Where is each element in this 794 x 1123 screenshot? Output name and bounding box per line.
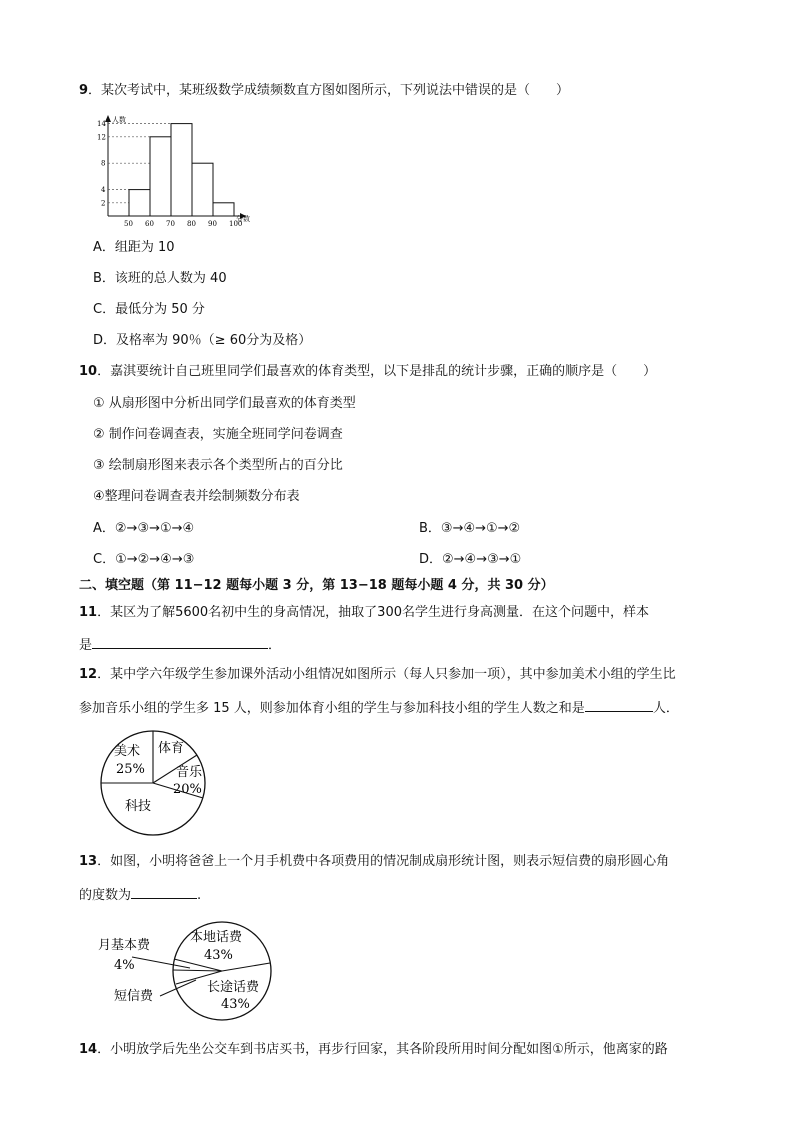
hist-bar (150, 137, 171, 216)
hist-y-tick: 2 (101, 199, 106, 208)
hist-x-tick: 80 (187, 220, 196, 228)
pie13-label-base: 月基本费 (98, 938, 151, 953)
q14-text: ．小明放学后先坐公交车到书店买书，再步行回家，其各阶段所用时间分配如图①所示，他离家的路 (97, 1042, 668, 1057)
q11-prefix: 是 (79, 638, 93, 653)
hist-y-label: 人数 (112, 116, 126, 124)
hist-bar (171, 124, 192, 216)
q10-option-a[interactable]: A．②→③→①→④ (93, 521, 195, 536)
pie12-label-tech: 科技 (125, 799, 152, 814)
hist-x-tick: 50 (124, 220, 133, 228)
q9-option-a[interactable]: A．组距为 10 (93, 240, 175, 255)
q10-option-b[interactable]: B．③→④→①→② (419, 521, 521, 536)
q14-line1 (79, 1041, 668, 1059)
pie13-pct-long: 43% (221, 997, 250, 1012)
q12-line1 (79, 666, 676, 684)
hist-y-tick: 12 (97, 133, 106, 142)
hist-x-tick: 90 (208, 220, 217, 228)
pie13-pct-base: 4% (114, 958, 135, 973)
pie12-label-art: 美术 (114, 744, 141, 759)
q10-step-2: ② 制作问卷调查表，实施全班同学问卷调查 (93, 427, 343, 442)
q12-answer-blank[interactable] (585, 697, 653, 712)
pie13-label-sms: 短信费 (114, 989, 154, 1004)
pie13-label-long: 长途话费 (207, 980, 260, 995)
q10-step-3: ③ 绘制扇形图来表示各个类型所占的百分比 (93, 458, 343, 473)
hist-x-tick: 70 (166, 220, 175, 228)
q10-text: ．嘉淇要统计自己班里同学们最喜欢的体育类型，以下是排乱的统计步骤，正确的顺序是（ ） (97, 364, 657, 379)
pie13-label-local: 本地话费 (190, 930, 243, 945)
q12-line2 (79, 697, 679, 718)
q10-step-4: ④整理问卷调查表并绘制频数分布表 (93, 489, 300, 504)
q11-line2 (79, 634, 281, 655)
q14-number: 14 (79, 1042, 98, 1057)
q9-option-d[interactable]: D．及格率为 90％（≥ 60分为及格） (93, 333, 312, 348)
q9-number: 9 (79, 83, 89, 98)
q12-suffix: 人． (652, 701, 679, 716)
section-2-title: 二、填空题（第 11−12 题每小题 3 分，第 13−18 题每小题 4 分，共 30 分） (79, 578, 554, 593)
hist-bar (192, 163, 213, 216)
hist-x-tick: 60 (145, 220, 154, 228)
q11-answer-blank[interactable] (92, 634, 268, 649)
hist-y-tick: 8 (101, 159, 106, 168)
hist-x-label: 分数 (236, 215, 250, 223)
q9-text: ．某次考试中，某班级数学成绩频数直方图如图所示，下列说法中错误的是（ ） (88, 83, 570, 98)
q13-prefix: 的度数为 (79, 888, 132, 903)
q13-number: 13 (79, 854, 98, 869)
q10-option-d[interactable]: D．②→④→③→① (419, 552, 522, 567)
hist-x-tick: 100 (229, 220, 243, 228)
pie12-pct-music: 20% (173, 782, 202, 797)
q13-suffix: . (197, 888, 202, 903)
q10-stem (79, 363, 656, 381)
hist-bar (129, 190, 150, 216)
q11-line1 (79, 604, 649, 622)
q13-line2 (79, 884, 201, 905)
q12-pie-chart (92, 730, 218, 840)
hist-y-tick: 14 (97, 120, 106, 129)
q9-option-c[interactable]: C．最低分为 50 分 (93, 302, 205, 317)
q11-text: ．某区为了解5600名初中生的身高情况，抽取了300名学生进行身高测量．在这个问题中，样本 (97, 605, 649, 620)
q13-text: ．如图，小明将爸爸上一个月手机费中各项费用的情况制成扇形统计图，则表示短信费的扇形圆心角 (97, 854, 670, 869)
q10-step-1: ① 从扇形图中分析出同学们最喜欢的体育类型 (93, 396, 356, 411)
q9-stem (79, 82, 569, 100)
hist-y-tick: 4 (101, 186, 106, 195)
pie12-label-music: 音乐 (176, 765, 203, 780)
q11-suffix: ． (268, 638, 282, 653)
q13-pie-chart (92, 912, 282, 1030)
q13-line1 (79, 853, 669, 871)
q12-prefix: 参加音乐小组的学生多 15 人，则参加体育小组的学生与参加科技小组的学生人数之和是 (79, 701, 585, 716)
q13-answer-blank[interactable] (131, 884, 197, 899)
q12-text: ．某中学六年级学生参加课外活动小组情况如图所示（每人只参加一项），其中参加美术小组的学生比 (97, 667, 676, 682)
pie13-pct-local: 43% (204, 948, 233, 963)
pie12-label-pe: 体育 (158, 741, 185, 756)
hist-bar (213, 203, 234, 216)
pie12-pct-art: 25% (116, 762, 145, 777)
q10-option-c[interactable]: C．①→②→④→③ (93, 552, 195, 567)
q10-number: 10 (79, 364, 98, 379)
q9-histogram (88, 110, 268, 228)
q9-option-b[interactable]: B．该班的总人数为 40 (93, 271, 227, 286)
q12-number: 12 (79, 667, 98, 682)
q11-number: 11 (79, 605, 98, 620)
